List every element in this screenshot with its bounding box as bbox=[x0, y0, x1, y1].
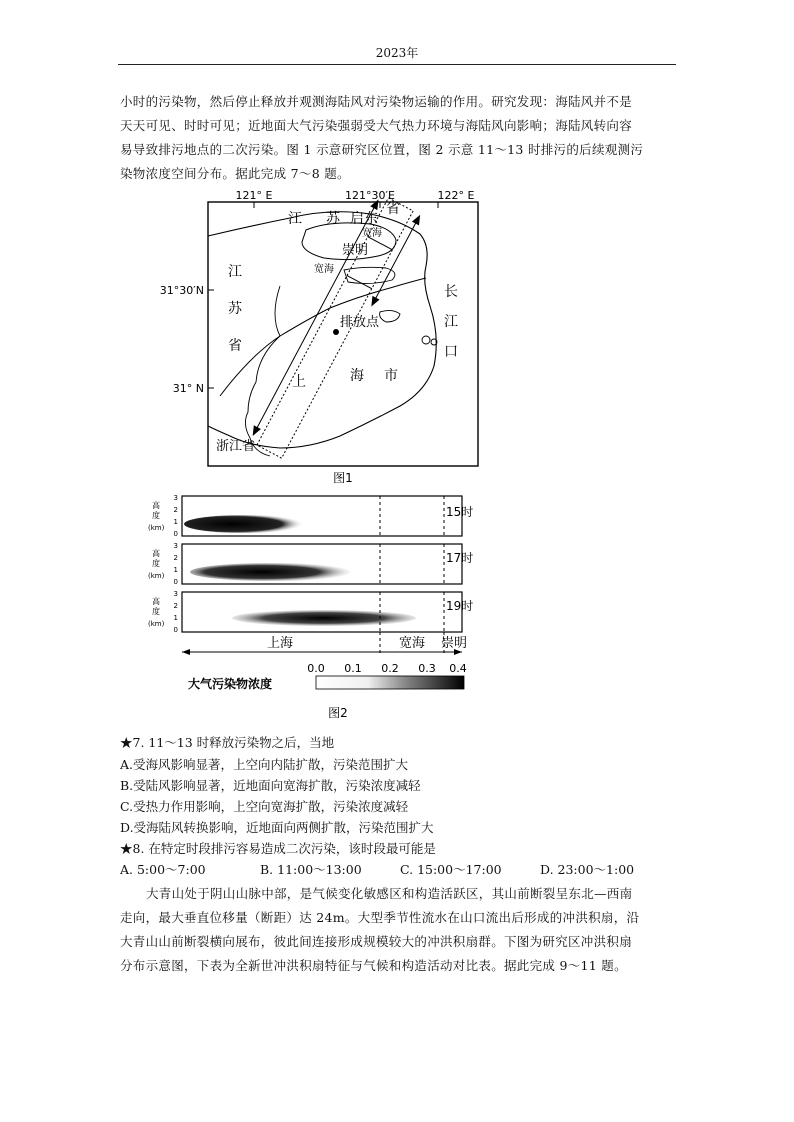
arrowhead bbox=[412, 213, 424, 226]
q8-option-a: A. 5:00～7:00 bbox=[120, 862, 206, 877]
label-jiang: 江 bbox=[288, 211, 302, 227]
ytick: 0 bbox=[173, 530, 178, 538]
lon-label: 121° E bbox=[235, 189, 273, 202]
ylabel: 高 bbox=[152, 597, 160, 606]
q8-option-b: B. 11:00～13:00 bbox=[260, 862, 362, 877]
jiangsu-coast bbox=[208, 212, 427, 266]
label-kuanhai-left: 宽海 bbox=[314, 264, 334, 275]
legend-tick: 0.3 bbox=[418, 662, 436, 675]
discharge-point-marker bbox=[333, 329, 339, 335]
ytick: 1 bbox=[173, 566, 178, 574]
lon-label: 121°30′E bbox=[345, 189, 395, 202]
q7-option-c: C.受热力作用影响，上空向宽海扩散，污染浓度减轻 bbox=[120, 799, 409, 814]
label-hai: 海 bbox=[350, 368, 364, 384]
label-su: 苏 bbox=[326, 211, 340, 227]
passage-dqingshan bbox=[120, 882, 680, 978]
panel-time: 17时 bbox=[446, 551, 474, 565]
ytick: 1 bbox=[173, 614, 178, 622]
passage-line: 大青山处于阴山山脉中部，是气候变化敏感区和构造活跃区，其山前断裂呈东北—西南 bbox=[146, 886, 633, 901]
panel-time: 15时 bbox=[446, 505, 474, 519]
pollution-plume bbox=[184, 515, 304, 533]
passage-line: 大青山山前断裂横向展布，彼此间连接形成规模较大的冲洪积扇群。下图为研究区冲洪积扇 bbox=[120, 934, 633, 949]
ytick: 0 bbox=[173, 626, 178, 634]
legend-colorbar bbox=[316, 676, 464, 689]
ylabel: 高 bbox=[152, 549, 160, 558]
profile-panel-19 bbox=[148, 590, 473, 634]
label-chang: 长 bbox=[444, 284, 458, 300]
label-kou: 口 bbox=[444, 344, 458, 360]
ytick: 1 bbox=[173, 518, 178, 526]
label-discharge-point: 排放点 bbox=[340, 315, 380, 330]
passage-line: 分布示意图，下表为全新世冲洪积扇特征与气候和构造活动对比表。据此完成 9～11 题。 bbox=[120, 958, 627, 973]
region-shanghai: 上海 bbox=[266, 636, 294, 651]
island bbox=[422, 336, 430, 344]
label-kuanhai-top: 宽海 bbox=[362, 228, 382, 239]
legend-tick: 0.4 bbox=[449, 662, 467, 675]
shanghai-coast bbox=[208, 266, 436, 448]
label-chongming: 崇明 bbox=[342, 243, 369, 258]
intro-paragraph bbox=[120, 90, 680, 186]
ytick: 2 bbox=[173, 506, 178, 514]
ylabel: 高 bbox=[152, 501, 160, 510]
island bbox=[344, 267, 395, 283]
figure2-caption: 图2 bbox=[328, 706, 348, 720]
legend bbox=[188, 662, 467, 691]
strip-outline bbox=[257, 198, 413, 458]
ylabel: 度 bbox=[152, 511, 160, 520]
label-sheng-left: 省 bbox=[228, 338, 242, 354]
ylabel: 度 bbox=[152, 607, 160, 616]
label-jiang-left: 江 bbox=[228, 264, 242, 280]
intro-line: 染物浓度空间分布。据此完成 7～8 题。 bbox=[120, 166, 350, 181]
q7-option-b: B.受陆风影响显著，近地面向宽海扩散，污染浓度减轻 bbox=[120, 778, 421, 793]
label-zhejiang: 浙江省 bbox=[216, 439, 256, 454]
province-boundary bbox=[245, 286, 280, 456]
legend-tick: 0.2 bbox=[381, 662, 399, 675]
island bbox=[380, 310, 400, 322]
intro-line: 小时的污染物，然后停止释放并观测海陆风对污染物运输的作用。研究发现：海陆风并不是 bbox=[120, 94, 633, 109]
ytick: 2 bbox=[173, 554, 178, 562]
q8-option-d: D. 23:00～1:00 bbox=[540, 862, 635, 877]
map-frame bbox=[208, 202, 478, 466]
ytick: 2 bbox=[173, 602, 178, 610]
intro-line: 易导致排污地点的二次污染。图 1 示意研究区位置，图 2 示意 11～13 时排污的后续观测污 bbox=[120, 142, 644, 157]
lon-label: 122° E bbox=[437, 189, 475, 202]
legend-tick: 0.1 bbox=[344, 662, 362, 675]
legend-tick: 0.0 bbox=[307, 662, 325, 675]
page-header-year: 2023年 bbox=[375, 46, 419, 60]
question-7-stem: ★7. 11～13 时释放污染物之后，当地 bbox=[120, 735, 335, 750]
ytick: 0 bbox=[173, 578, 178, 586]
region-axis bbox=[182, 632, 467, 656]
q8-option-c: C. 15:00～17:00 bbox=[400, 862, 502, 877]
ylabel: (km) bbox=[148, 524, 165, 532]
profile-panel-15 bbox=[148, 494, 473, 538]
pollution-plume bbox=[190, 563, 350, 581]
label-sheng: 省 bbox=[386, 201, 400, 217]
figure1-map bbox=[130, 186, 490, 486]
q7-option-d: D.受海陆风转换影响，近地面向两侧扩散，污染范围扩大 bbox=[120, 820, 434, 835]
figure2-profiles bbox=[140, 490, 480, 722]
header-rule bbox=[118, 64, 676, 65]
region-kuanhai: 宽海 bbox=[398, 636, 426, 651]
panel-time: 19时 bbox=[446, 599, 474, 613]
question-8-stem: ★8. 在特定时段排污容易造成二次污染，该时段最可能是 bbox=[120, 841, 436, 856]
legend-title: 大气污染物浓度 bbox=[188, 677, 273, 691]
lat-label: 31°30′N bbox=[159, 284, 204, 297]
ytick: 3 bbox=[173, 590, 178, 598]
ylabel: 度 bbox=[152, 559, 160, 568]
pollution-plume bbox=[232, 610, 416, 626]
arrowhead bbox=[249, 425, 261, 438]
arrowhead bbox=[182, 649, 190, 655]
label-shi: 市 bbox=[384, 368, 398, 384]
ytick: 3 bbox=[173, 542, 178, 550]
ylabel: (km) bbox=[148, 620, 165, 628]
label-su-left: 苏 bbox=[228, 301, 242, 317]
profile-panel-17 bbox=[148, 542, 473, 586]
lat-label: 31° N bbox=[172, 382, 204, 395]
label-qidong: 启东 bbox=[350, 211, 378, 227]
label-shang: 上 bbox=[292, 374, 306, 390]
passage-line: 走向，最大垂直位移量（断距）达 24m。大型季节性流水在山口流出后形成的冲洪积扇，沿 bbox=[120, 910, 640, 925]
figure1-caption: 图1 bbox=[333, 471, 353, 485]
label-jiang-river: 江 bbox=[444, 314, 458, 330]
region-chongming: 崇明 bbox=[440, 636, 468, 651]
ytick: 3 bbox=[173, 494, 178, 502]
q7-option-a: A.受海风影响显著，上空向内陆扩散，污染范围扩大 bbox=[120, 757, 409, 772]
ylabel: (km) bbox=[148, 572, 165, 580]
intro-line: 天天可见、时时可见；近地面大气污染强弱受大气热力环境与海陆风向影响；海陆风转向容 bbox=[120, 118, 633, 133]
arrowhead bbox=[368, 296, 380, 309]
study-strip bbox=[246, 192, 423, 464]
